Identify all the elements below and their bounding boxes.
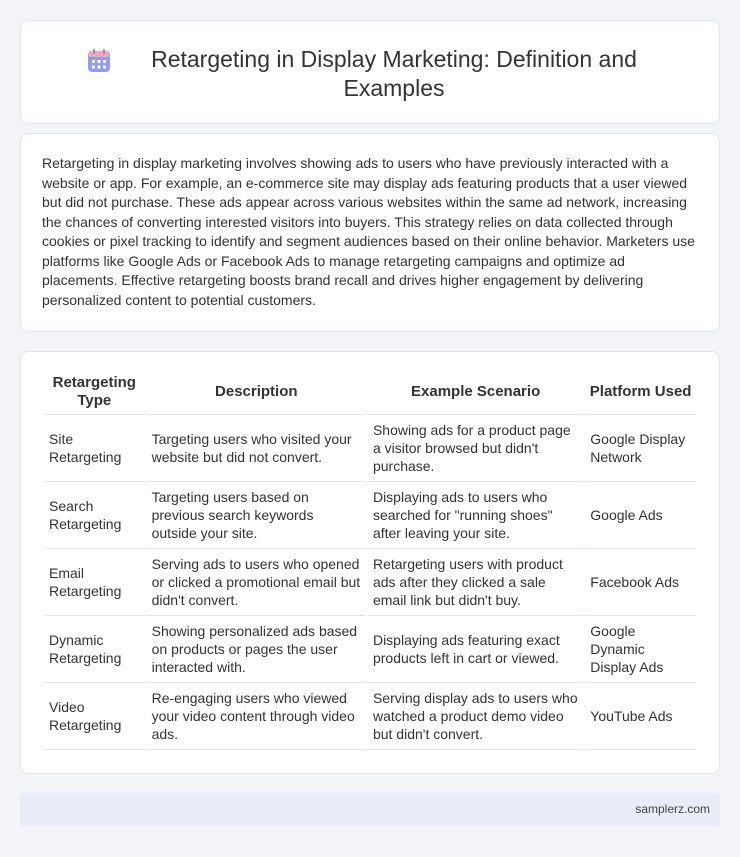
cell-type: Search Retargeting xyxy=(44,482,145,549)
footer-bar xyxy=(20,793,720,826)
header-description: Description xyxy=(147,370,366,415)
table-header-row xyxy=(44,370,696,415)
intro-card xyxy=(20,133,720,332)
cell-example: Displaying ads to users who searched for "running shoes" after leaving your site. xyxy=(368,482,583,549)
cell-type: Email Retargeting xyxy=(44,549,145,616)
table-row xyxy=(44,683,696,750)
table-row xyxy=(44,616,696,683)
cell-platform: Google Ads xyxy=(585,482,696,549)
cell-example: Serving display ads to users who watched a product demo video but didn't convert. xyxy=(368,683,583,750)
table-row xyxy=(44,415,696,482)
cell-description: Showing personalized ads based on products or pages the user interacted with. xyxy=(147,616,366,683)
cell-type: Site Retargeting xyxy=(44,415,145,482)
calendar-icon xyxy=(86,48,112,74)
table-row xyxy=(44,482,696,549)
header-platform-used: Platform Used xyxy=(585,370,696,415)
cell-platform: Facebook Ads xyxy=(585,549,696,616)
retargeting-table xyxy=(42,370,698,750)
cell-platform: Google Dynamic Display Ads xyxy=(585,616,696,683)
title-row xyxy=(21,21,719,103)
cell-example: Retargeting users with product ads after they clicked a sale email link but didn't buy. xyxy=(368,549,583,616)
cell-type: Video Retargeting xyxy=(44,683,145,750)
cell-description: Targeting users who visited your website but did not convert. xyxy=(147,415,366,482)
intro-paragraph: Retargeting in display marketing involves showing ads to users who have previously interacted with a website or app. For example, an e-commerce site may display ads featuring products that a user viewed but did not purchase. These ads appear across various websites within the same ad network, increasing the chances of converting interested visitors into buyers. This strategy relies on data collected through cookies or pixel tracking to identify and segment audiences based on their online behavior. Marketers use platforms like Google Ads or Facebook Ads to manage retargeting campaigns and optimize ad placements. Effective retargeting boosts brand recall and drives higher engagement by delivering personalized content to potential customers. xyxy=(42,155,695,308)
header-example-scenario: Example Scenario xyxy=(368,370,583,415)
cell-description: Serving ads to users who opened or clicked a promotional email but didn't convert. xyxy=(147,549,366,616)
header-retargeting-type: Retargeting Type xyxy=(44,370,145,415)
cell-example: Showing ads for a product page a visitor browsed but didn't purchase. xyxy=(368,415,583,482)
page-title: Retargeting in Display Marketing: Definition and Examples xyxy=(151,46,637,101)
cell-example: Displaying ads featuring exact products left in cart or viewed. xyxy=(368,616,583,683)
cell-platform: Google Display Network xyxy=(585,415,696,482)
table-card xyxy=(20,351,720,774)
footer-site-link[interactable]: samplerz.com xyxy=(635,802,710,816)
cell-description: Targeting users based on previous search keywords outside your site. xyxy=(147,482,366,549)
cell-description: Re-engaging users who viewed your video content through video ads. xyxy=(147,683,366,750)
title-card xyxy=(20,20,720,124)
table-row xyxy=(44,549,696,616)
cell-platform: YouTube Ads xyxy=(585,683,696,750)
cell-type: Dynamic Retargeting xyxy=(44,616,145,683)
